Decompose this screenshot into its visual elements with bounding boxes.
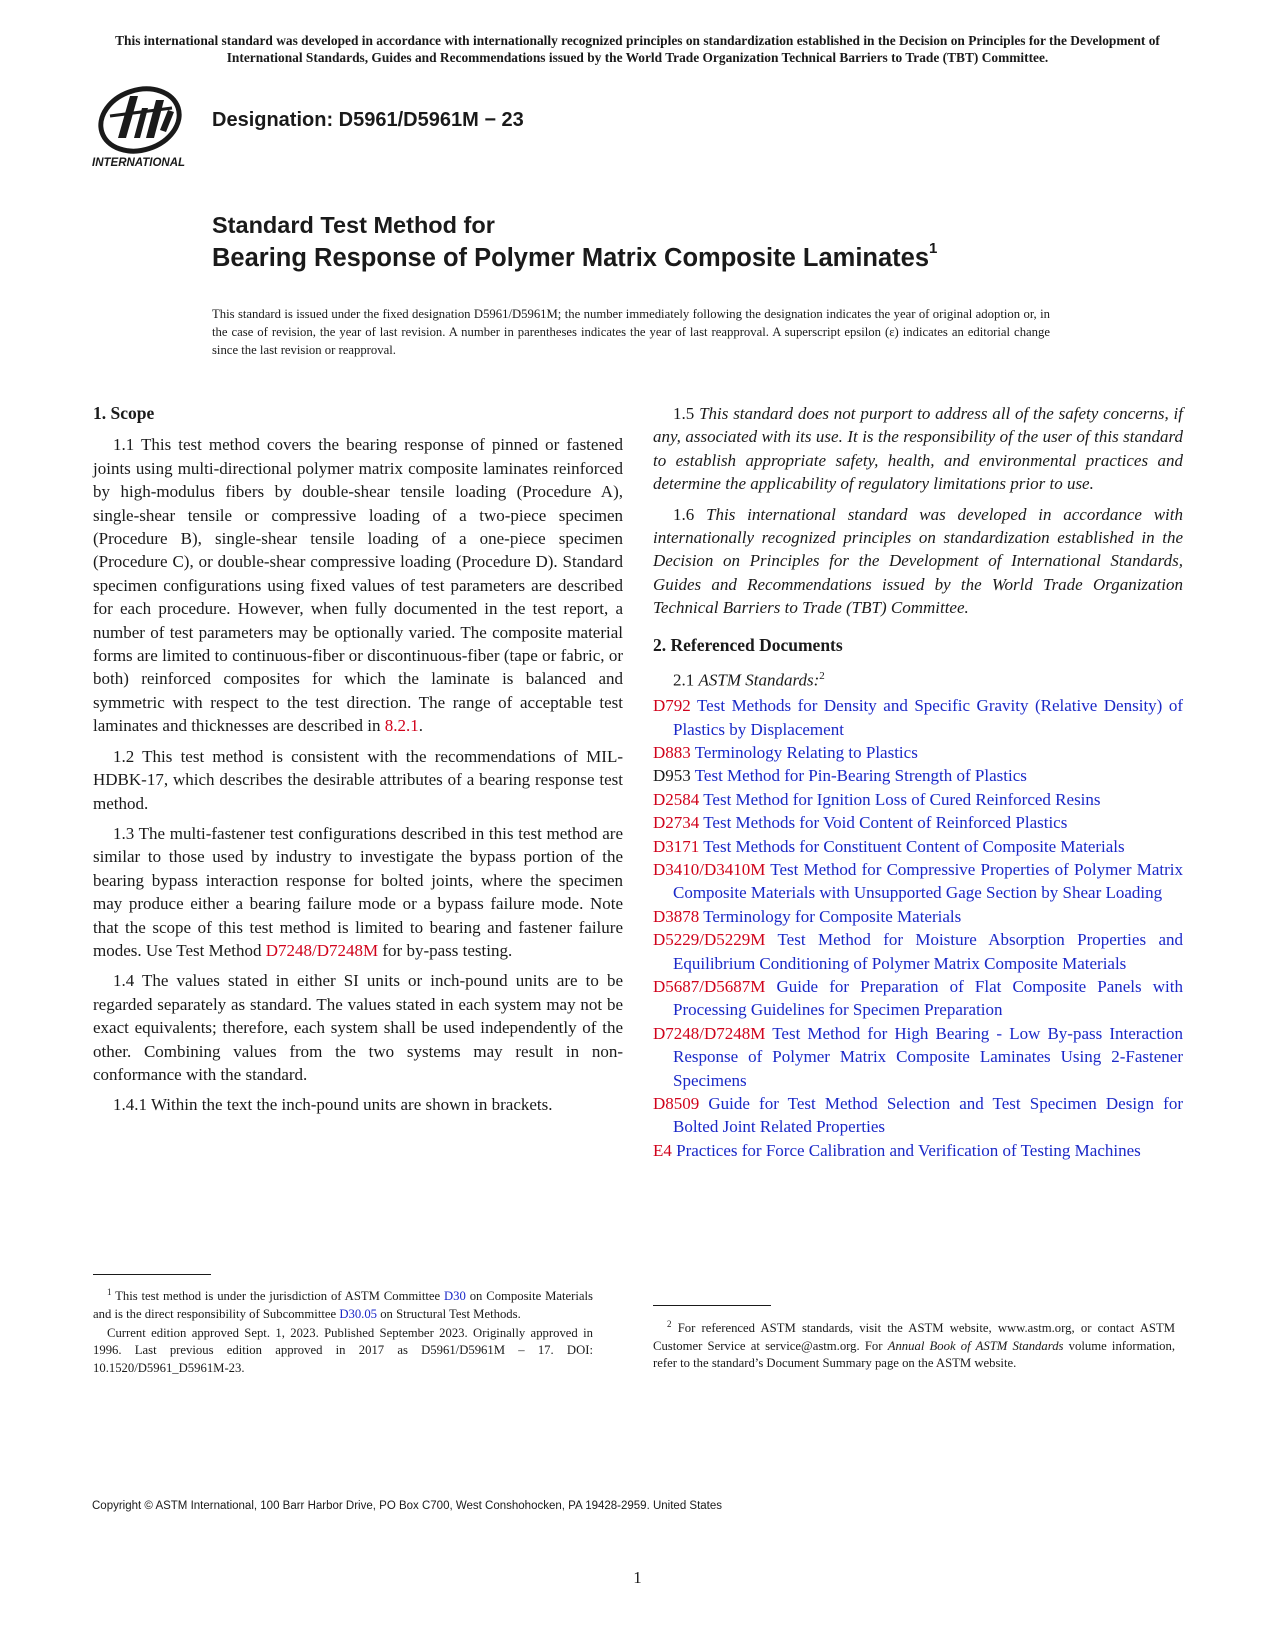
reference-item bbox=[653, 835, 1183, 858]
para-1-5: 1.5 This standard does not purport to address all of the safety concerns, if any, associated with its use. It is the responsibility of the user of this standard to establish appropriate safety, health, and environmental practices and determine the applicability of regulatory limitations prior to use. bbox=[653, 404, 1183, 494]
tbt-notice: This international standard was developed in accordance with internationally recognized principles on standardization established in the Decision on Principles for the Development of International Standards, Guides and Recommendations issued by the World Trade Organization Technical Barriers to Trade (TBT) Committee. bbox=[115, 33, 1160, 65]
reference-code-link[interactable]: D5687/D5687M bbox=[653, 977, 766, 996]
title-line-2 bbox=[212, 240, 938, 273]
reference-title-link[interactable]: Test Methods for Constituent Content of Composite Materials bbox=[699, 836, 1125, 856]
copyright: Copyright © ASTM International, 100 Barr Harbor Drive, PO Box C700, West Conshohocken, PA 19428-2959. United States bbox=[92, 1500, 723, 1512]
reference-code-link[interactable]: D8509 bbox=[653, 1094, 700, 1114]
reference-code-link[interactable]: D883 bbox=[653, 742, 691, 762]
logo-text: INTERNATIONAL bbox=[92, 157, 186, 169]
reference-title-link[interactable]: Terminology Relating to Plastics bbox=[690, 742, 918, 762]
reference-item bbox=[653, 1139, 1183, 1162]
link-d7248[interactable]: D7248/D7248M bbox=[265, 940, 379, 960]
reference-code-link[interactable]: D5229/D5229M bbox=[653, 930, 766, 950]
reference-title-link[interactable]: Terminology for Composite Materials bbox=[699, 906, 962, 926]
para-1-2: 1.2 This test method is consistent with the recommendations of MIL-HDBK-17, which describes the desirable attributes of a bearing response test method. bbox=[93, 746, 623, 813]
designation: Designation: D5961/D5961M − 23 bbox=[212, 109, 524, 131]
reference-item bbox=[653, 975, 1183, 1022]
reference-code-link[interactable]: D3171 bbox=[653, 836, 700, 856]
footnote-2-text: $^2$ For referenced ASTM standards, visit the ASTM website, www.astm.org, or contact ASTM Customer Service at service@astm.org. For Annual Book of ASTM Standards volume information, refer to the standard’s Document Summary page on the ASTM website. bbox=[653, 1319, 1175, 1371]
reference-code-link[interactable]: D2584 bbox=[653, 789, 700, 809]
scope-heading: 1. Scope bbox=[93, 403, 155, 423]
reference-code-link[interactable]: D7248/D7248M bbox=[653, 1023, 766, 1043]
reference-title-link[interactable]: Practices for Force Calibration and Verification of Testing Machines bbox=[671, 1140, 1141, 1160]
title-text: Bearing Response of Polymer Matrix Composite Laminates bbox=[212, 244, 930, 272]
reference-title-link[interactable]: Test Methods for Void Content of Reinforced Plastics bbox=[699, 813, 1068, 833]
reference-list bbox=[653, 694, 1183, 1162]
issue-note: This standard is issued under the fixed designation D5961/D5961M; the number immediately following the designation indicates the year of original adoption or, in the case of revision, the year of last revision. A number in parentheses indicates the year of last reapproval. A superscript epsilon (ε) indicates an editorial change since the last revision or reapproval. bbox=[212, 307, 1050, 357]
reference-title-link[interactable]: Guide for Preparation of Flat Composite Panels with Processing Guidelines for Specimen Preparation bbox=[673, 977, 1183, 1020]
reference-item bbox=[653, 1092, 1183, 1139]
reference-item bbox=[653, 694, 1183, 741]
page-number: 1 bbox=[633, 1568, 642, 1587]
reference-code-link[interactable]: D2734 bbox=[653, 813, 700, 833]
para-1-1: 1.1 This test method covers the bearing response of pinned or fastened joints using multi-directional polymer matrix composite laminates reinforced by high-modulus fibers by double-shear tensile loading (Procedure A), single-shear tensile or compressive loading of a two-piece specimen (Procedure B), single-shear tensile loading of a one-piece specimen (Procedure C), or double-shear compressive loading (Procedure D). Standard specimen configurations using fixed values of test parameters are described for each procedure. However, when fully documented in the test report, a number of test parameters may be optionally varied. The composite material forms are limited to continuous-fiber or discontinuous-fiber (tape or fabric, or both) reinforced composites for which the laminate is balanced and symmetric with respect to the test direction. The range of acceptable test laminates and thicknesses are described in 8.2.1. bbox=[93, 435, 623, 736]
reference-item bbox=[653, 741, 1183, 764]
reference-title-link[interactable]: Test Method for Compressive Properties of Polymer Matrix Composite Materials with Unsupported Gage Section by Shear Loading bbox=[673, 859, 1183, 903]
reference-item bbox=[653, 811, 1183, 834]
link-d30[interactable]: D30 bbox=[444, 1289, 466, 1304]
right-column bbox=[653, 402, 1183, 1162]
footnote-2 bbox=[653, 1316, 1175, 1374]
title-footnote-mark[interactable]: 1 bbox=[929, 240, 938, 257]
reference-title-link[interactable]: Test Methods for Density and Specific Gravity (Relative Density) of Plastics by Displacement bbox=[673, 696, 1183, 739]
astm-logo-mark bbox=[90, 86, 190, 170]
reference-code-link[interactable]: E4 bbox=[653, 1140, 672, 1160]
reference-title-link[interactable]: Test Method for Moisture Absorption Properties and Equilibrium Conditioning of Polymer Matrix Composite Materials bbox=[673, 930, 1183, 973]
reference-code-link[interactable]: D3878 bbox=[653, 906, 700, 926]
para-1-4: 1.4 The values stated in either SI units or inch-pound units are to be regarded separately as standard. The values stated in each system may not be exact equivalents; therefore, each system shall be used independently of the other. Combining values from the two systems may result in non-conformance with the standard. bbox=[93, 971, 623, 1084]
reference-item bbox=[653, 788, 1183, 811]
reference-title-link[interactable]: Test Method for High Bearing - Low By-pass Interaction Response of Polymer Matrix Composite Laminates Using 2-Fastener Specimens bbox=[673, 1023, 1183, 1090]
reference-title-link[interactable]: Guide for Test Method Selection and Test Specimen Design for Bolted Joint Related Properties bbox=[673, 1094, 1183, 1137]
para-1-4-1: 1.4.1 Within the text the inch-pound units are shown in brackets. bbox=[113, 1095, 553, 1115]
astm-standards-subhead: 2.1 ASTM Standards:$^2$ bbox=[673, 670, 825, 690]
references-heading: 2. Referenced Documents bbox=[653, 634, 843, 655]
para-1-3: 1.3 The multi-fastener test configurations described in this test method are similar to those used by industry to investigate the bypass portion of the bearing bypass interaction response for bolted joints, where the specimen may produce either a bearing failure mode or a bypass failure mode. Note that the scope of this test method is limited to bearing and fastener failure modes. Use Test Method D7248/D7248M for by-pass testing. bbox=[93, 823, 623, 960]
left-column bbox=[93, 402, 623, 1124]
reference-item bbox=[653, 858, 1183, 905]
astm-logo bbox=[90, 86, 190, 170]
para-1-6: 1.6 This international standard was developed in accordance with internationally recognized principles on standardization established in the Decision on Principles for the Development of International Standards, Guides and Recommendations issued by the World Trade Organization Technical Barriers to Trade (TBT) Committee. bbox=[653, 504, 1183, 618]
link-8-2-1[interactable]: 8.2.1 bbox=[384, 716, 419, 736]
footnote-1-jurisdiction: $^1$ This test method is under the jurisdiction of ASTM Committee D30 on Composite Materials and is the direct responsibility of Subcommittee D30.05 on Structural Test Methods. bbox=[93, 1287, 593, 1321]
reference-code-link[interactable]: D3410/D3410M bbox=[653, 859, 766, 879]
footnote-1-edition: Current edition approved Sept. 1, 2023. Published September 2023. Originally approved in 1996. Last previous edition approved in 2017 as D5961/D5961M – 17. DOI: 10.1520/D5961_D5961M-23. bbox=[93, 1326, 593, 1375]
reference-code-link: D953 bbox=[653, 766, 691, 786]
reference-item bbox=[653, 1022, 1183, 1092]
reference-title-link[interactable]: Test Method for Pin-Bearing Strength of Plastics bbox=[690, 766, 1027, 786]
footnote-rule-right bbox=[653, 1305, 771, 1306]
footnote-rule-left bbox=[93, 1274, 211, 1275]
footnote-1 bbox=[93, 1284, 593, 1379]
title-line-1: Standard Test Method for bbox=[212, 212, 495, 238]
reference-item bbox=[653, 905, 1183, 928]
reference-title-link[interactable]: Test Method for Ignition Loss of Cured Reinforced Resins bbox=[699, 789, 1101, 809]
reference-code-link[interactable]: D792 bbox=[653, 696, 691, 716]
link-d30-05[interactable]: D30.05 bbox=[339, 1306, 378, 1321]
reference-item bbox=[653, 764, 1183, 787]
reference-item bbox=[653, 928, 1183, 975]
